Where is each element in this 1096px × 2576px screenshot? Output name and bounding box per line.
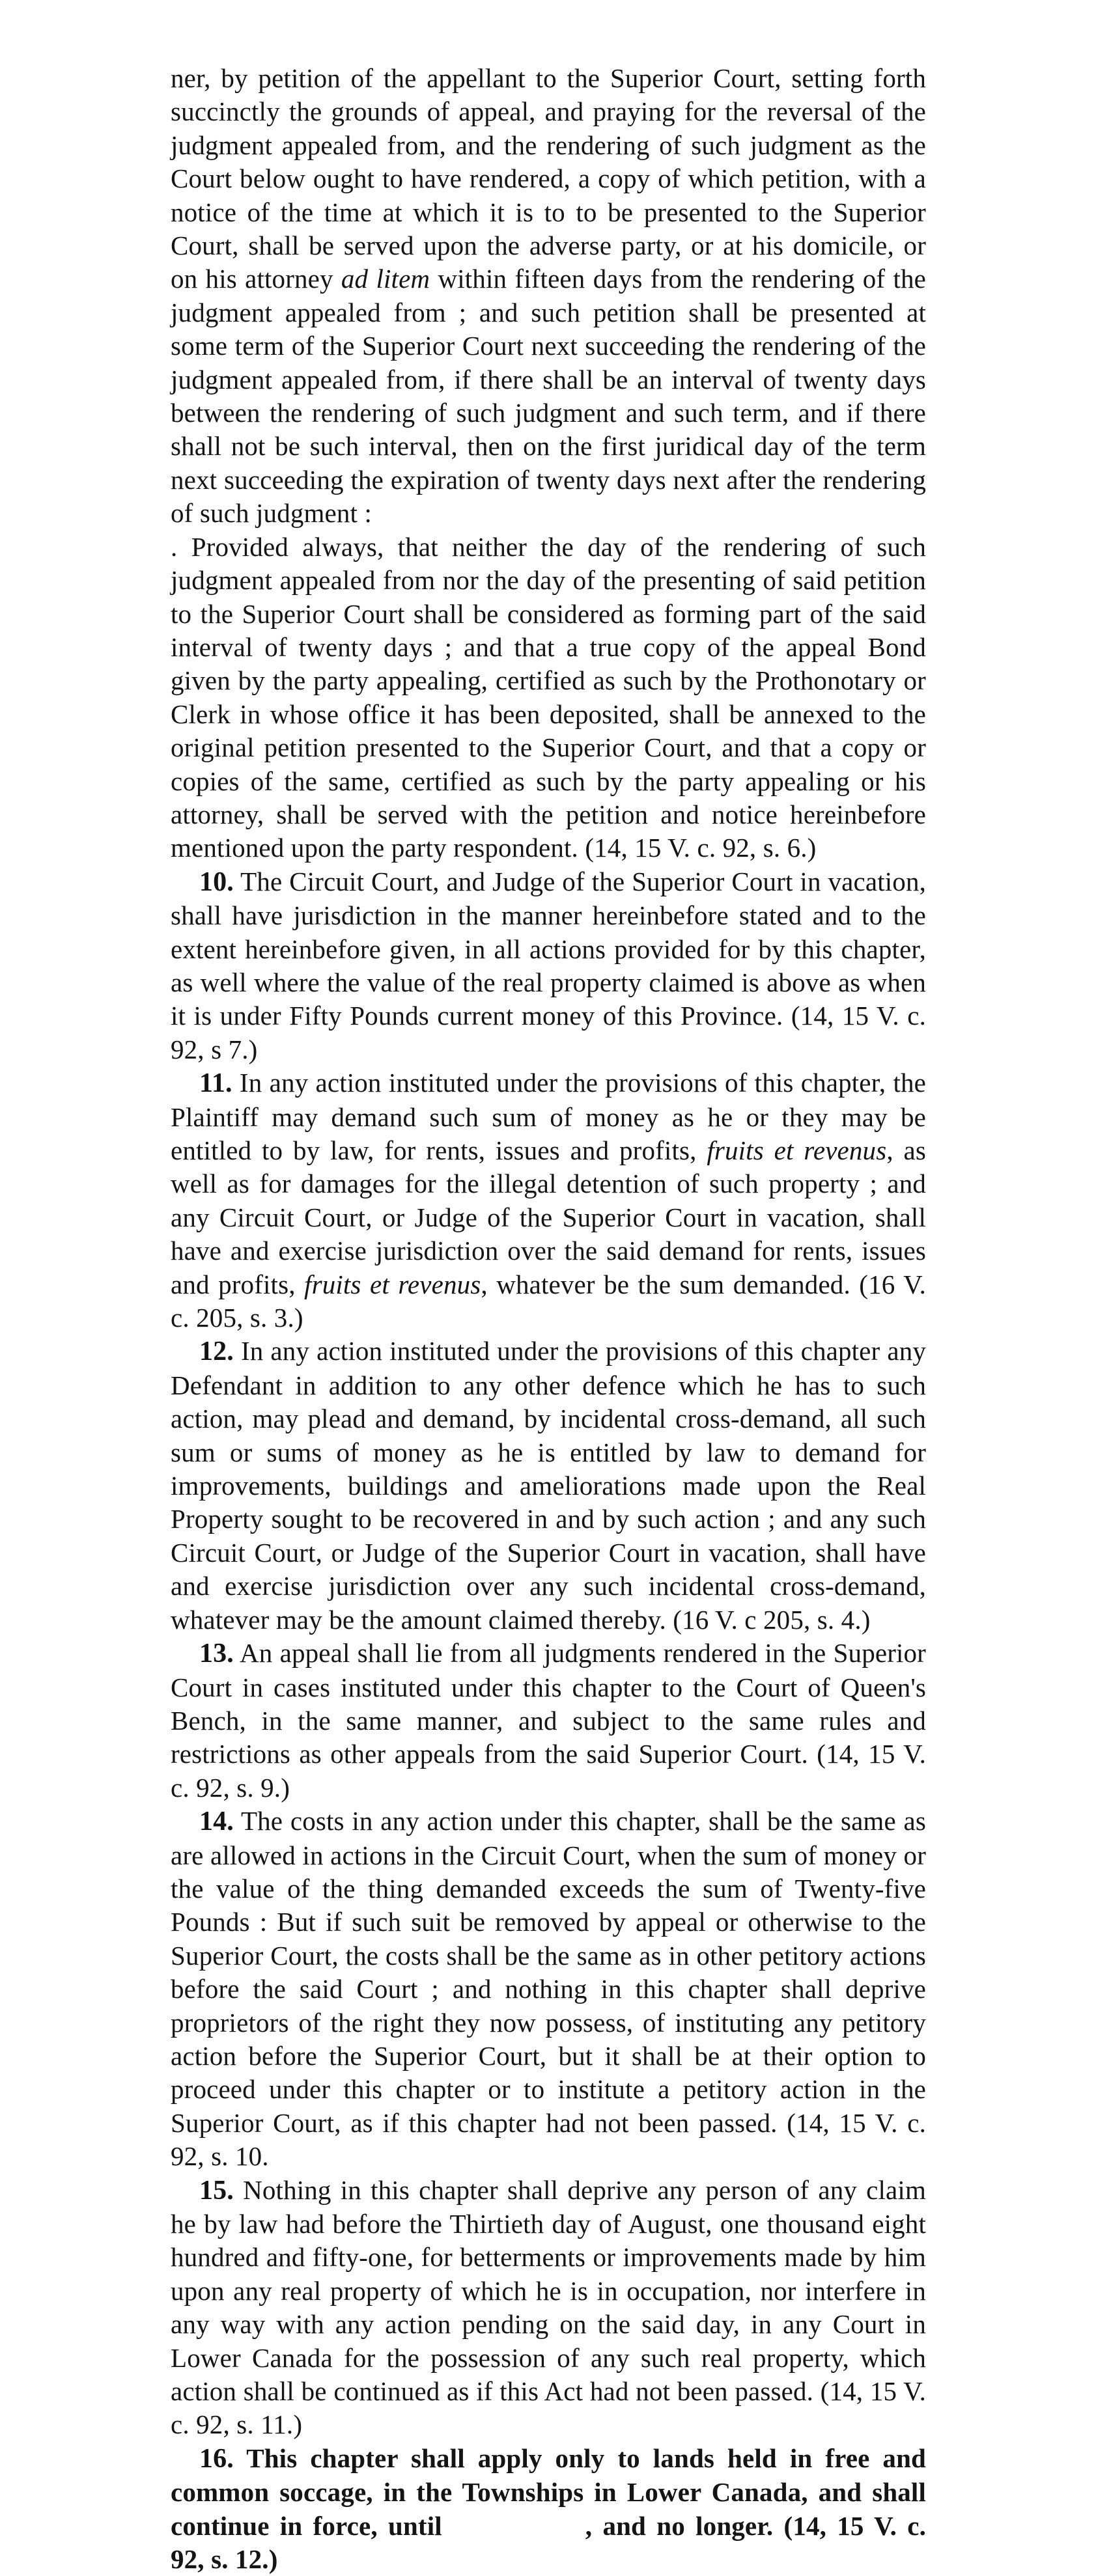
section-number: 16. <box>199 2443 234 2474</box>
section-number: 15. <box>199 2175 234 2206</box>
section-text: The Circuit Court, and Judge of the Superior Court in vacation, shall have jurisdiction in the manner hereinbefore stated and to the extent hereinbefore given, in all actions provided for by this chapter, as well where the value of the real property claimed is above as when it is under Fifty Pounds current money of this Province. (14, 15 V. c. 92, s 7.) <box>171 866 926 1064</box>
paragraph-text: within fifteen days from the rendering of the judgment appealed from ; and such petition shall be presented at some term of the Superior Court next succeeding the rendering of the judgment appealed from, if there shall be an interval of twenty days between the rendering of such judgment and such term, and if there shall not be such interval, then on the first juridical day of the term next succeeding the expiration of twenty days next after the rendering of such judgment : <box>171 264 926 529</box>
italic-term: fruits et revenus <box>304 1269 481 1299</box>
paragraph-continuation <box>171 62 926 531</box>
paragraph-proviso <box>171 531 926 865</box>
section-number: 12. <box>199 1336 234 1367</box>
section-15 <box>171 2174 926 2442</box>
section-text: The costs in any action under this chapter, shall be the same as are allowed in actions in the Circuit Court, when the sum of money or the value of the thing demanded exceeds the sum of Twenty-five Pounds : But if such suit be removed by appeal or otherwise to the Superior Court, the costs shall be the same as in other petitory actions before the said Court ; and nothing in this chapter shall deprive proprietors of the right they now possess, of instituting any petitory action before the Superior Court, but it shall be at their option to proceed under this chapter or to institute a petitory action in the Superior Court, as if this chapter had not been passed. (14, 15 V. c. 92, s. 10. <box>171 1806 926 2172</box>
section-text: , whatever be the sum demanded. (16 V. c. 205, s. 3.) <box>171 1269 926 1333</box>
italic-term: ad litem <box>341 264 430 294</box>
section-text: , as well as for damages for the illegal detention of such property ; and any Circuit Court, or Judge of the Superior Court in vacation, shall have and exercise jurisdiction over the said demand for rents, issues and profits, <box>171 1135 926 1299</box>
section-11 <box>171 1066 926 1335</box>
section-number: 13. <box>199 1639 234 1669</box>
section-number: 11. <box>199 1068 232 1099</box>
section-16 <box>171 2442 926 2576</box>
section-text: In any action instituted under the provisions of this chapter any Defendant in addition to any other defence which he has to such action, may plead and demand, by incidental cross-demand, all such sum or sums of money as he is entitled by law to demand for improvements, buildings and ameliorations made upon the Real Property sought to be recovered in and by such action ; and any such Circuit Court, or Judge of the Superior Court in vacation, shall have and exercise jurisdiction over any such incidental cross-demand, whatever may be the amount claimed thereby. (16 V. c 205, s. 4.) <box>171 1336 926 1635</box>
section-12 <box>171 1335 926 1637</box>
paragraph-text: . Provided always, that neither the day of the rendering of such judgment appealed from nor the day of the presenting of said petition to the Superior Court shall be considered as forming part of the said interval of twenty days ; and that a true copy of the appeal Bond given by the party appealing, certified as such by the Prothonotary or Clerk in whose office it has been deposited, shall be annexed to the original petition presented to the Superior Court, and that a copy or copies of the same, certified as such by the party appealing or his attorney, shall be served with the petition and notice hereinbefore mentioned upon the party respondent. (14, 15 V. c. 92, s. 6.) <box>171 531 926 863</box>
section-14 <box>171 1805 926 2173</box>
italic-term: fruits et revenus <box>707 1135 887 1165</box>
section-text: An appeal shall lie from all judgments rendered in the Superior Court in cases instituted under this chapter to the Court of Queen's Bench, in the same manner, and subject to the same rules and restrictions as other appeals from the said Superior Court. (14, 15 V. c. 92, s. 9.) <box>171 1638 926 1803</box>
section-number: 10. <box>199 866 234 897</box>
paragraph-text: ner, by petition of the appellant to the Superior Court, setting forth succinctly the grounds of appeal, and praying for the reversal of the judgment appealed from, and the rendering of such judgment as the Court below ought to have rendered, a copy of which petition, with a notice of the time at which it is to to be presented to the Superior Court, shall be served upon the adverse party, or at his domicile, or on his attorney <box>171 63 926 294</box>
section-text: In any action instituted under the provisions of this chapter, the Plaintiff may demand such sum of money as he or they may be entitled to by law, for rents, issues and profits, <box>171 1068 926 1165</box>
section-number: 14. <box>199 1807 234 1837</box>
section-text: This chapter shall apply only to lands held in free and common soccage, in the Townships in Lower Canada, and shall continue in force, until <box>171 2443 926 2541</box>
document-page <box>171 62 926 2576</box>
section-10 <box>171 865 926 1066</box>
section-text: Nothing in this chapter shall deprive any person of any claim he by law had before the Thirtieth day of August, one thousand eight hundred and fifty-one, for betterments or improvements made by him upon any real property of which he is in occupation, nor interfere in any way with any action pending on the said day, in any Court in Lower Canada for the possession of any such real property, which action shall be continued as if this Act had not been passed. (14, 15 V. c. 92, s. 11.) <box>171 2174 926 2440</box>
section-text: , and no longer. (14, 15 V. c. 92, s. 12.) <box>171 2510 926 2575</box>
section-13 <box>171 1637 926 1805</box>
